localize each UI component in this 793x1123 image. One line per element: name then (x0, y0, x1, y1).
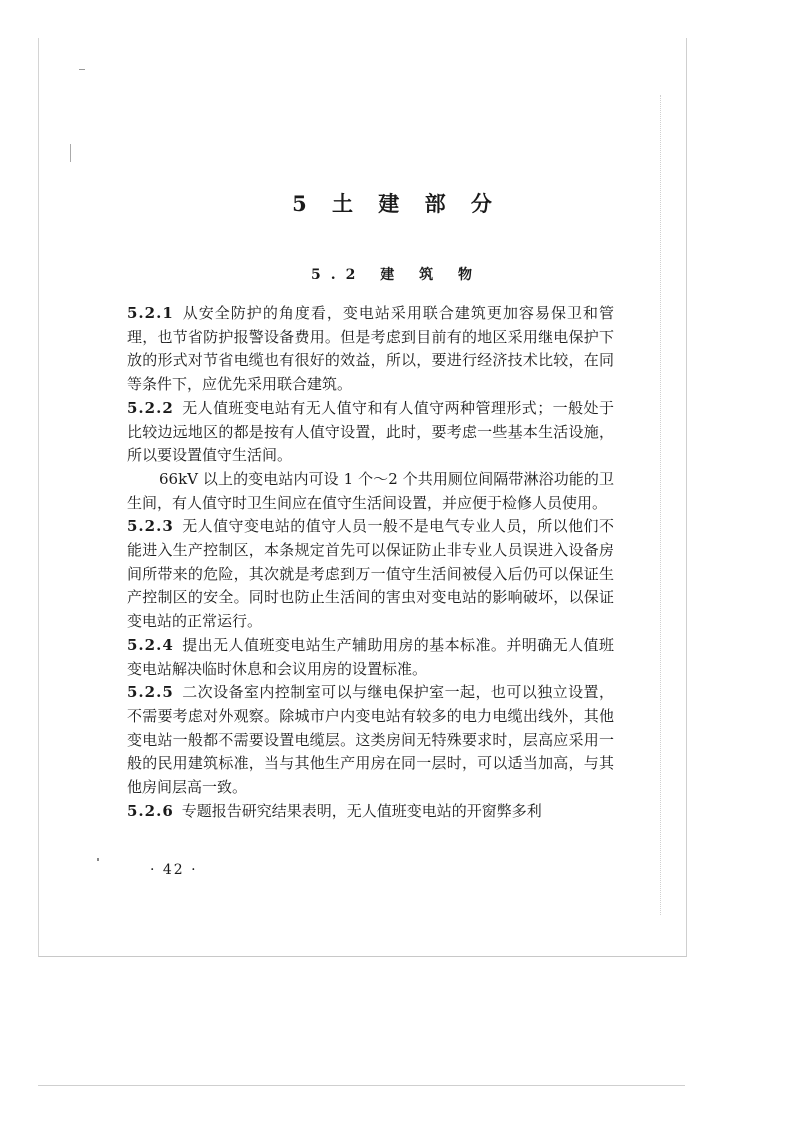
paragraph-text: 无人值班变电站有无人值守和有人值守两种管理形式；一般处于比较边远地区的都是按有人值守设置，此时，要考虑一些基本生活设施，所以要设置值守生活间。 (127, 398, 614, 465)
page-number: · 42 · (150, 862, 198, 878)
paragraph (127, 515, 614, 634)
bottom-rule (38, 1085, 685, 1086)
clause-number: 5.2.3 (127, 517, 174, 536)
paragraph-text: 专题报告研究结果表明，无人值班变电站的开窗弊多利 (181, 801, 542, 820)
paragraph (127, 634, 614, 681)
paragraph-text: 提出无人值班变电站生产辅助用房的基本标准。并明确无人值班变电站解决临时休息和会议用房的设置标准。 (127, 635, 614, 678)
paragraph (127, 468, 614, 515)
paragraph (127, 681, 614, 800)
clause-number: 5.2.4 (127, 635, 174, 654)
paragraph-text: 66kV 以上的变电站内可设 1 个～2 个共用厕位间隔带淋浴功能的卫生间，有人值守时卫生间应在值守生活间设置，并应便于检修人员使用。 (127, 469, 614, 512)
paragraph (127, 302, 614, 397)
chapter-title: 5 土 建 部 分 (292, 191, 501, 216)
paragraph-text: 无人值守变电站的值守人员一般不是电气专业人员，所以他们不能进入生产控制区，本条规定首先可以保证防止非专业人员误进入设备房间所带来的危险，其次就是考虑到万一值守生活间被侵入后仍可以保证生产控制区的安全。同时也防止生活间的害虫对变电站的影响破坏，以保证变电站的正常运行。 (127, 517, 614, 631)
clause-number: 5.2.5 (127, 683, 174, 702)
section-title: 5.2 建 筑 物 (311, 267, 482, 283)
paragraph (127, 800, 614, 824)
clause-number: 5.2.1 (127, 304, 174, 322)
paragraph-text: 二次设备室内控制室可以与继电保护室一起，也可以独立设置，不需要考虑对外观察。除城市户内变电站有较多的电力电缆出线外，其他变电站一般都不需要设置电缆层。这类房间无特殊要求时，层高应采用一般的民用建筑标准，当与其他生产用房在同一层时，可以适当加高，与其他房间层高一致。 (127, 683, 614, 797)
scan-mark (79, 69, 85, 70)
clause-number: 5.2.2 (127, 398, 174, 417)
scan-dotted-line (660, 95, 661, 915)
clause-number: 5.2.6 (127, 801, 174, 820)
paragraph-text: 从安全防护的角度看，变电站采用联合建筑更加容易保卫和管理，也节省防护报警设备费用。但是考虑到目前有的地区采用继电保护下放的形式对节省电缆也有很好的效益，所以，要进行经济技术比较，在同等条件下，应优先采用联合建筑。 (127, 304, 614, 394)
paragraph (127, 397, 614, 468)
scan-mark (70, 144, 71, 162)
body-text (127, 302, 614, 823)
scan-mark (97, 858, 99, 861)
